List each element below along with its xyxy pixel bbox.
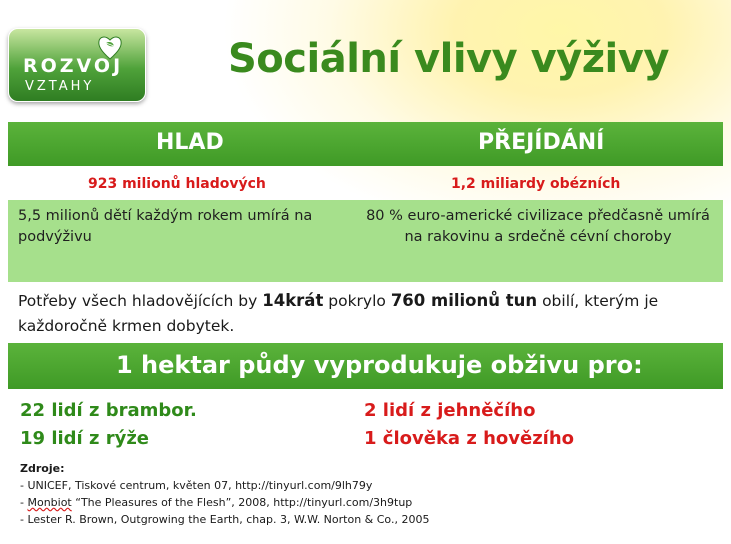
paragraph-bold1: 14krát [262,291,324,310]
logo [8,28,146,102]
hectare-heading: 1 hektar půdy vyprodukuje obživu pro: [116,351,643,379]
stat-lamb: 2 lidí z jehněčího [364,400,536,421]
stat-potatoes: 22 lidí z brambor. [20,400,197,421]
source-rest: “The Pleasures of the Flesh”, 2008, http://tinyurl.com/3h9tup [71,496,413,509]
source-item: - UNICEF, Tiskové centrum, květen 07, http://tinyurl.com/9lh79y [20,479,373,492]
logo-text-line2: VZTAHY [25,79,95,94]
cell-overeating: 80 % euro-americké civilizace předčasně umírá na rakovinu a srdečně cévní choroby [366,208,710,245]
paragraph-part2: pokrylo [323,292,391,310]
sources [20,460,429,528]
paragraph-part3: obilí, kterým je každoročně krmen dobytek. [18,292,659,335]
paragraph-bold2: 760 milionů tun [390,291,538,310]
header-hunger: HLAD [156,130,224,155]
subheader-hunger: 923 milionů hladových [88,176,266,192]
header-overeating: PŘEJÍDÁNÍ [478,130,605,155]
page-title: Sociální vlivy výživy [228,36,669,82]
source-item: - Monbiot “The Pleasures of the Flesh”, 2008, http://tinyurl.com/3h9tup [20,496,413,509]
paragraph [18,288,718,339]
paragraph-part1: Potřeby všech hladovějících by [18,292,263,310]
subheader-overeating: 1,2 miliardy obézních [451,176,621,192]
source-item: - Lester R. Brown, Outgrowing the Earth, chap. 3, W.W. Norton & Co., 2005 [20,513,430,526]
sources-heading: Zdroje: [20,462,65,475]
logo-text-line1: ROZVOJ [23,55,124,77]
stat-rice: 19 lidí z rýže [20,428,150,449]
info-row [8,200,723,282]
header-band [8,122,723,166]
cell-hunger: 5,5 milionů dětí každým rokem umírá na podvýživu [18,208,313,245]
source-author: Monbiot [27,496,72,509]
hectare-band [8,343,723,389]
stat-beef: 1 člověka z hovězího [364,428,575,449]
